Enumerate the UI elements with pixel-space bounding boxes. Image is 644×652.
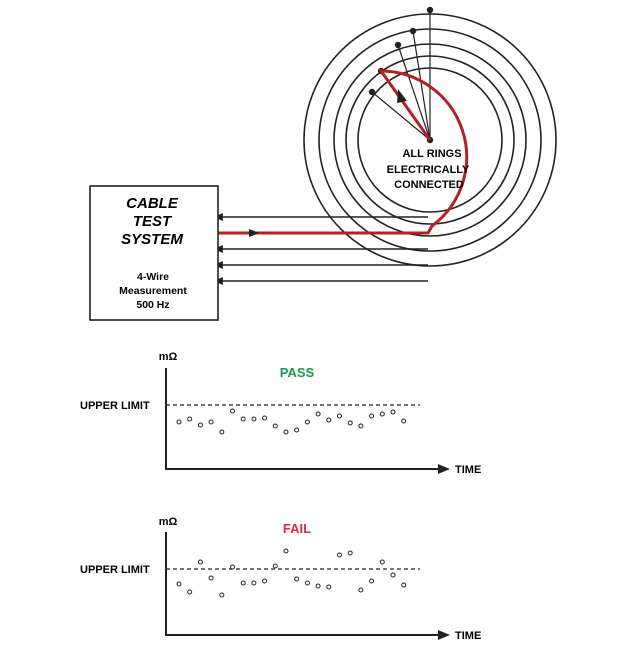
pass-chart-point	[295, 428, 299, 432]
system-detail-line-3: 500 Hz	[136, 299, 170, 311]
pass-chart-point	[380, 412, 384, 416]
system-detail-line-1: 4-Wire	[137, 271, 169, 283]
fail-chart-point	[198, 560, 202, 564]
current-path-arrow	[397, 89, 407, 103]
fail-chart-status: FAIL	[282, 521, 312, 536]
fail-chart-point	[284, 549, 288, 553]
fail-chart-point	[241, 581, 245, 585]
system-title-line-1: CABLE	[126, 195, 178, 212]
rings-label-line-3: CONNECTED	[394, 179, 464, 191]
pass-chart-limit-label: UPPER LIMIT	[80, 400, 150, 412]
pass-chart-point	[284, 430, 288, 434]
fail-chart-y-unit: mΩ	[158, 516, 178, 528]
rings-label-line-2: ELECTRICALLY	[386, 164, 470, 176]
pass-chart-point	[231, 409, 235, 413]
pass-chart-points	[177, 409, 406, 434]
fail-chart-limit-label: UPPER LIMIT	[80, 564, 150, 576]
pass-chart	[80, 351, 481, 476]
fail-chart-point	[209, 576, 213, 580]
fail-chart-point	[220, 593, 224, 597]
fail-chart-point	[177, 582, 181, 586]
fail-chart-point	[252, 581, 256, 585]
pass-chart-y-unit: mΩ	[158, 351, 178, 363]
pass-chart-point	[252, 417, 256, 421]
fail-chart-points	[177, 549, 406, 597]
fail-chart-point	[348, 551, 352, 555]
fail-chart-point	[273, 564, 277, 568]
pass-chart-point	[391, 410, 395, 414]
pass-chart-point	[263, 416, 267, 420]
pass-chart-point	[198, 423, 202, 427]
radial-connections	[369, 7, 432, 142]
pass-chart-point	[348, 421, 352, 425]
pass-chart-point	[305, 420, 309, 424]
pass-chart-point	[188, 417, 192, 421]
fail-chart-point	[391, 573, 395, 577]
fail-chart-point	[231, 565, 235, 569]
pass-chart-point	[273, 424, 277, 428]
fail-chart-point	[263, 579, 267, 583]
fail-chart-point	[295, 577, 299, 581]
fail-chart-point	[380, 560, 384, 564]
pass-chart-point	[177, 420, 181, 424]
fail-chart-point	[188, 590, 192, 594]
pass-chart-point	[370, 414, 374, 418]
fail-chart-point	[327, 585, 331, 589]
cable-leads	[218, 217, 428, 281]
pass-chart-point	[359, 424, 363, 428]
system-title-line-3: SYSTEM	[121, 231, 183, 248]
fail-chart-point	[305, 581, 309, 585]
fail-chart-x-label: TIME	[455, 630, 482, 642]
fail-chart-point	[316, 584, 320, 588]
pass-chart-x-label: TIME	[455, 464, 482, 476]
fail-chart-point	[359, 588, 363, 592]
pass-chart-point	[241, 417, 245, 421]
fail-chart-point	[370, 579, 374, 583]
pass-chart-point	[338, 414, 342, 418]
pass-chart-point	[220, 430, 224, 434]
pass-chart-point	[209, 420, 213, 424]
rings-label-line-1: ALL RINGS	[402, 148, 462, 160]
pass-chart-point	[316, 412, 320, 416]
pass-chart-status: PASS	[279, 365, 315, 380]
pass-chart-point	[402, 419, 406, 423]
fail-chart-point	[338, 553, 342, 557]
fail-chart	[80, 516, 481, 642]
system-title-line-2: TEST	[132, 213, 172, 230]
fail-chart-point	[402, 583, 406, 587]
pass-chart-point	[327, 418, 331, 422]
system-detail-line-2: Measurement	[119, 285, 187, 297]
